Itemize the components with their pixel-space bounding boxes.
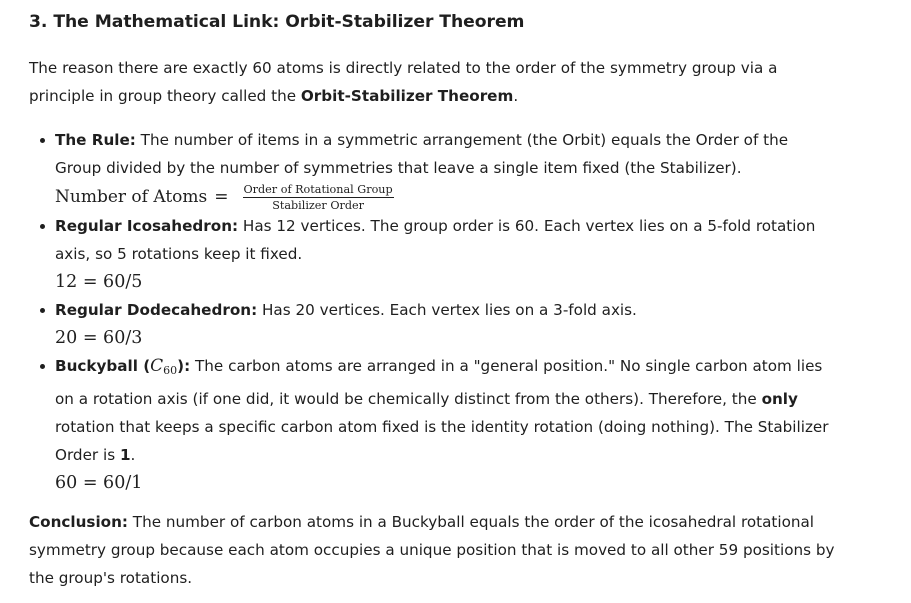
rule-formula-lhs: Number of Atoms — [55, 187, 208, 207]
buckyball-only: only — [761, 390, 798, 408]
dodecahedron-formula: 20 = 60/3 — [55, 328, 143, 348]
buckyball-label-subscript: 60 — [163, 364, 178, 377]
buckyball-label — [55, 357, 190, 375]
dodecahedron-text: Has 20 vertices. Each vertex lies on a 3-fold axis. — [257, 301, 637, 319]
rule-formula — [55, 182, 829, 212]
list-item-icosahedron — [29, 212, 829, 296]
rule-formula-equals: = — [214, 187, 229, 207]
dodecahedron-label: Regular Dodecahedron: — [55, 301, 258, 319]
list-item-buckyball — [29, 352, 829, 497]
buckyball-formula: 60 = 60/1 — [55, 473, 143, 493]
conclusion-paragraph — [29, 508, 839, 592]
buckyball-text-2: rotation that keeps a specific carbon atom fixed is the identity rotation (doing nothing). The Stabilizer Order is — [55, 418, 829, 464]
section-heading: 3. The Mathematical Link: Orbit-Stabilizer Theorem — [29, 12, 525, 32]
rule-formula-denominator: Stabilizer Order — [272, 198, 364, 212]
icosahedron-label: Regular Icosahedron: — [55, 217, 239, 235]
list-item-dodecahedron — [29, 296, 829, 352]
intro-period: . — [513, 87, 519, 105]
icosahedron-text: Has 12 vertices. The group order is 60. Each vertex lies on a 5-fold rotation axis, so 5 rotations keep it fixed. — [55, 217, 816, 263]
buckyball-one: 1 — [119, 446, 131, 464]
buckyball-text-3: . — [130, 446, 136, 464]
icosahedron-formula: 12 = 60/5 — [55, 272, 143, 292]
rule-label: The Rule: — [55, 131, 136, 149]
buckyball-text-1: The carbon atoms are arranged in a "general position." No single carbon atom lies on a rotation axis (if one did, it would be chemically distinct from the others). Therefore, the — [55, 357, 823, 408]
rule-formula-fraction — [243, 183, 394, 212]
buckyball-label-end: ): — [177, 357, 191, 375]
intro-paragraph — [29, 54, 839, 110]
rule-text: The number of items in a symmetric arrangement (the Orbit) equals the Order of the Group divided by the number of symmetries that leave a single item fixed (the Stabilizer). — [55, 131, 789, 177]
buckyball-label-c: C — [150, 356, 164, 376]
intro-theorem-name: Orbit-Stabilizer Theorem — [300, 87, 514, 105]
conclusion-text: The number of carbon atoms in a Buckyball equals the order of the icosahedral rotational symmetry group because each atom occupies a unique position that is moved to all other 59 positions by the group's rotations. — [29, 513, 835, 587]
buckyball-label-start: Buckyball ( — [55, 357, 151, 375]
conclusion-label: Conclusion: — [29, 513, 128, 531]
list-item-rule — [29, 126, 829, 212]
rule-formula-numerator: Order of Rotational Group — [243, 182, 393, 196]
bullet-list — [29, 126, 829, 497]
intro-text: The reason there are exactly 60 atoms is directly related to the order of the symmetry group via a principle in group theory called the — [29, 59, 778, 105]
